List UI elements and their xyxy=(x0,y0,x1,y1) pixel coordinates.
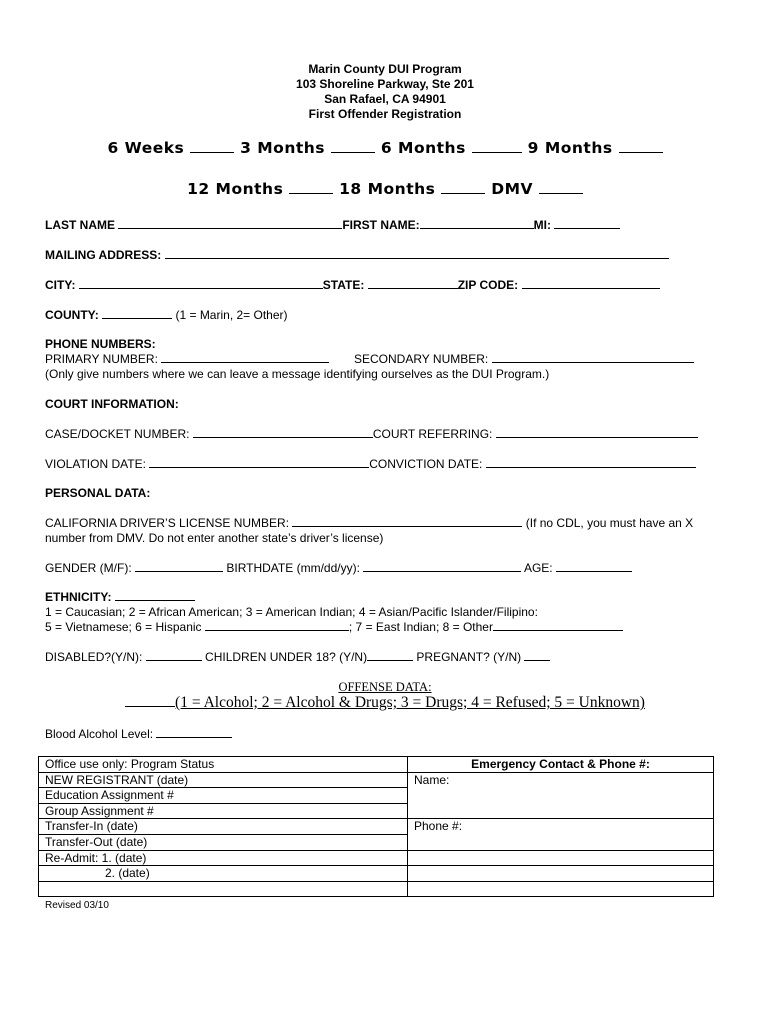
birthdate-label: BIRTHDATE (mm/dd/yy): xyxy=(226,561,360,575)
court-referring-field[interactable] xyxy=(496,427,698,438)
option-18-months-blank[interactable] xyxy=(441,183,485,194)
emergency-blank-cell-2[interactable] xyxy=(408,866,714,882)
option-6-weeks-blank[interactable] xyxy=(190,142,234,153)
offense-heading: OFFENSE DATA: xyxy=(338,680,432,694)
program-options-row1 xyxy=(0,139,770,157)
office-use-table xyxy=(38,756,714,897)
ethnicity-options-line1: 1 = Caucasian; 2 = African American; 3 = American Indian; 4 = Asian/Pacific Islander/Filipino: xyxy=(45,605,538,619)
cdl-row xyxy=(45,516,693,530)
violation-date-label: VIOLATION DATE: xyxy=(45,457,146,471)
offense-field[interactable] xyxy=(125,694,175,707)
option-9-months-blank[interactable] xyxy=(619,142,663,153)
blood-alcohol-label: Blood Alcohol Level: xyxy=(45,727,154,741)
age-label: AGE: xyxy=(523,561,553,575)
org-address-line1: 103 Shoreline Parkway, Ste 201 xyxy=(296,77,474,91)
children-label: CHILDREN UNDER 18? (Y/N) xyxy=(205,650,368,664)
program-options-row2 xyxy=(0,180,770,198)
case-docket-label: CASE/DOCKET NUMBER: xyxy=(45,427,190,441)
disabled-field[interactable] xyxy=(146,650,202,661)
primary-number-label: PRIMARY NUMBER: xyxy=(45,352,158,366)
option-9-months: 9 Months xyxy=(527,139,613,157)
readmit-1-cell[interactable]: Re-Admit: 1. (date) xyxy=(39,850,408,866)
city-field[interactable] xyxy=(79,278,323,289)
cdl-field[interactable] xyxy=(292,516,522,527)
mailing-address-label: MAILING ADDRESS: xyxy=(45,248,162,262)
first-name-label: FIRST NAME: xyxy=(342,218,420,232)
emergency-blank-cell-1[interactable] xyxy=(408,850,714,866)
county-label: COUNTY: xyxy=(45,308,99,322)
blood-alcohol-row xyxy=(45,727,232,741)
option-3-months: 3 Months xyxy=(240,139,326,157)
emergency-phone-cell[interactable]: Phone #: xyxy=(408,819,714,835)
ethnicity-hispanic-blank[interactable] xyxy=(205,620,349,631)
mi-label: MI: xyxy=(533,218,551,232)
cdl-note: (If no CDL, you must have an X xyxy=(525,516,694,530)
option-12-months-blank[interactable] xyxy=(289,183,333,194)
option-6-months-blank[interactable] xyxy=(472,142,522,153)
city-label: CITY: xyxy=(45,278,76,292)
ethnicity-other-field[interactable] xyxy=(493,620,623,631)
option-dmv-blank[interactable] xyxy=(539,183,583,194)
disabled-children-pregnant-row xyxy=(45,650,550,664)
option-6-weeks: 6 Weeks xyxy=(107,139,185,157)
emergency-contact-heading: Emergency Contact & Phone #: xyxy=(408,757,714,773)
gender-field[interactable] xyxy=(135,561,223,572)
secondary-number-field[interactable] xyxy=(492,352,694,363)
group-assignment-cell[interactable]: Group Assignment # xyxy=(39,803,408,819)
birthdate-field[interactable] xyxy=(363,561,521,572)
case-docket-field[interactable] xyxy=(193,427,373,438)
offense-row xyxy=(0,694,770,712)
option-18-months: 18 Months xyxy=(339,180,436,198)
secondary-number-row xyxy=(354,352,694,366)
county-field[interactable] xyxy=(102,308,172,319)
mailing-address-row xyxy=(45,248,669,262)
readmit-2-cell[interactable]: 2. (date) xyxy=(39,866,408,882)
county-row xyxy=(45,308,288,322)
emergency-phone-cell-cont[interactable] xyxy=(408,834,714,850)
option-3-months-blank[interactable] xyxy=(331,142,375,153)
option-12-months: 12 Months xyxy=(187,180,284,198)
emergency-name-cell-cont1[interactable] xyxy=(408,788,714,804)
emergency-name-cell-cont2[interactable] xyxy=(408,803,714,819)
name-row xyxy=(45,218,620,232)
emergency-blank-cell-3[interactable] xyxy=(408,881,714,897)
transfer-out-cell[interactable]: Transfer-Out (date) xyxy=(39,834,408,850)
conviction-date-label: CONVICTION DATE: xyxy=(369,457,483,471)
state-label: STATE: xyxy=(322,278,365,292)
offense-options: (1 = Alcohol; 2 = Alcohol & Drugs; 3 = Drugs; 4 = Refused; 5 = Unknown) xyxy=(175,694,645,711)
secondary-number-label: SECONDARY NUMBER: xyxy=(354,352,489,366)
violation-conviction-row xyxy=(45,457,696,471)
office-use-status-cell: Office use only: Program Status xyxy=(39,757,408,773)
cdl-label: CALIFORNIA DRIVER’S LICENSE NUMBER: xyxy=(45,516,290,530)
phone-note: (Only give numbers where we can leave a message identifying ourselves as the DUI Program.) xyxy=(45,367,550,381)
state-field[interactable] xyxy=(368,278,458,289)
age-field[interactable] xyxy=(556,561,632,572)
primary-number-row xyxy=(45,352,329,366)
mi-field[interactable] xyxy=(554,218,620,229)
ethnicity-options-part2: ; 7 = East Indian; 8 = Other xyxy=(348,620,493,634)
option-dmv: DMV xyxy=(491,180,533,198)
gender-birth-age-row xyxy=(45,561,632,575)
zip-field[interactable] xyxy=(522,278,660,289)
ethnicity-options-part1: 5 = Vietnamese; 6 = Hispanic xyxy=(45,620,202,634)
county-note: (1 = Marin, 2= Other) xyxy=(175,308,288,322)
pregnant-field[interactable] xyxy=(524,650,550,661)
pregnant-label: PREGNANT? (Y/N) xyxy=(416,650,522,664)
violation-date-field[interactable] xyxy=(149,457,369,468)
education-assignment-cell[interactable]: Education Assignment # xyxy=(39,788,408,804)
conviction-date-field[interactable] xyxy=(486,457,696,468)
org-name: Marin County DUI Program xyxy=(308,62,462,76)
cdl-note-continued: number from DMV. Do not enter another state’s driver’s license) xyxy=(45,531,384,545)
phone-heading: PHONE NUMBERS: xyxy=(45,337,156,351)
transfer-in-cell[interactable]: Transfer-In (date) xyxy=(39,819,408,835)
ethnicity-field[interactable] xyxy=(115,590,195,601)
last-name-label: LAST NAME xyxy=(45,218,115,232)
disabled-label: DISABLED?(Y/N): xyxy=(45,650,143,664)
option-6-months: 6 Months xyxy=(380,139,466,157)
new-registrant-cell[interactable]: NEW REGISTRANT (date) xyxy=(39,772,408,788)
emergency-name-cell[interactable]: Name: xyxy=(408,772,714,788)
mailing-address-field[interactable] xyxy=(165,248,669,259)
ethnicity-options-line2 xyxy=(45,620,623,634)
office-blank-cell[interactable] xyxy=(39,881,408,897)
primary-number-field[interactable] xyxy=(161,352,329,363)
first-name-field[interactable] xyxy=(420,218,534,229)
city-state-zip-row xyxy=(45,278,660,292)
ethnicity-label: ETHNICITY: xyxy=(45,590,112,604)
personal-heading: PERSONAL DATA: xyxy=(45,486,151,500)
case-court-row xyxy=(45,427,698,441)
revised-date: Revised 03/10 xyxy=(45,900,109,911)
org-address-line2: San Rafael, CA 94901 xyxy=(324,92,446,106)
court-referring-label: COURT REFERRING: xyxy=(372,427,493,441)
gender-label: GENDER (M/F): xyxy=(45,561,132,575)
ethnicity-row xyxy=(45,590,195,604)
court-heading: COURT INFORMATION: xyxy=(45,397,179,411)
blood-alcohol-field[interactable] xyxy=(156,727,232,738)
form-title: First Offender Registration xyxy=(308,107,462,121)
children-field[interactable] xyxy=(367,650,413,661)
zip-label: ZIP CODE: xyxy=(457,278,519,292)
last-name-field[interactable] xyxy=(118,218,342,229)
